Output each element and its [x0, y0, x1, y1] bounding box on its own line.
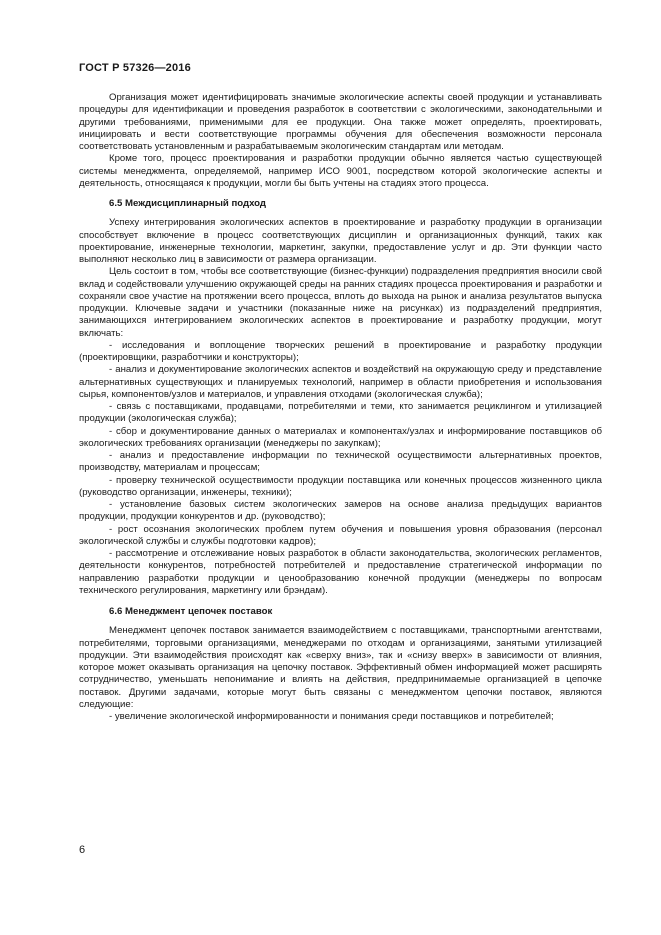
list-item: - сбор и документирование данных о материалах и компонентах/узлах и информирование поставщиков об экологических требованиях организации (менеджеры по закупкам); — [79, 425, 602, 449]
section-heading-6-6: 6.6 Менеджмент цепочек поставок — [109, 606, 273, 617]
list-item: - связь с поставщиками, продавцами, потребителями и теми, кто занимается рециклингом и утилизацией продукции (экологическая служба); — [79, 401, 602, 425]
paragraph: Успеху интегрирования экологических аспектов в проектирование и разработку продукции в организации способствует включение в процесс соответствующих дисциплин и организационных функций, таких как проектирование, инженерные технологии, маркетинг, закупки, предоставление услуг и др. Эти функции часто выполняют несколько лиц в зависимости от размера организации. — [79, 217, 602, 265]
list-item: - установление базовых систем экологических замеров на основе анализа предыдущих вариантов продукции, продукции конкурентов и др. (руководство); — [79, 499, 602, 523]
section-heading-6-5: 6.5 Междисциплинарный подход — [109, 198, 266, 209]
paragraph: Менеджмент цепочек поставок занимается взаимодействием с поставщиками, транспортными агентствами, потребителями, торговыми организациями, менеджерами по отходам и организациями, занятыми утилизацией продукции. Эти взаимодействия происходят как «сверху вниз», так и «снизу вверх» в зависимости от влияния, которое может оказывать организация на цепочку поставок. Эффективный обмен информацией может расширять сотрудничество, уменьшать непонимание и влиять на действия, предпринимаемые организацией в цепочке поставок. Другими задачами, которые могут быть связаны с менеджментом цепочки поставок, являются следующие: — [79, 625, 602, 710]
list-item: - рост осознания экологических проблем путем обучения и повышения уровня образования (персонал экологической службы и службы подготовки кадров); — [79, 523, 602, 547]
list-item: - анализ и предоставление информации по технической осуществимости альтернативных проектов, производству, материалам и процессам; — [79, 450, 602, 474]
list-item: - анализ и документирование экологических аспектов и воздействий на окружающую среду и представление альтернативных существующих и планируемых технологий, например в области приобретения и использования сырья, компонентов/узлов и материалов, и управления отходами (экологическая служба); — [79, 364, 602, 400]
list-item: - увеличение экологической информированности и понимания среди поставщиков и потребителей; — [109, 711, 554, 722]
document-code-header: ГОСТ Р 57326—2016 — [79, 62, 191, 74]
document-body — [79, 92, 602, 723]
paragraph: Кроме того, процесс проектирования и разработки продукции обычно является частью существующей системы менеджмента, определяемой, например ИСО 9001, посредством которой экологические аспекты и деятельность, относящаяся к продукции, могли бы быть учтены на стадиях этого процесса. — [79, 153, 602, 189]
page-number: 6 — [79, 844, 86, 856]
paragraph: Цель состоит в том, чтобы все соответствующие (бизнес-функции) подразделения предприятия вносили свой вклад и содействовали улучшению окружающей среды на ранних стадиях процесса проектирования и разработки и сохраняли свое участие на протяжении всего процесса, вплоть до выхода на рынок и анализа результатов выпуска продукции. Ключевые задачи и участники (показанные ниже на рисунках) из подразделений предприятия, занимающихся интегрированием экологических аспектов в проектирование и разработку продукции, могут включать: — [79, 266, 602, 339]
list-item: - проверку технической осуществимости продукции поставщика или конечных процессов жизненного цикла (руководство организации, инженеры, техники); — [79, 474, 602, 498]
list-item: - исследования и воплощение творческих решений в проектирование и разработку продукции (проектировщики, разработчики и конструкторы); — [79, 339, 602, 363]
list-item: - рассмотрение и отслеживание новых разработок в области законодательства, экологических регламентов, деятельности конкурентов, потребностей потребителей и предоставление стратегической информации по направлению разработки продукции и ценообразованию конечной продукции (менеджеры по вопросам технического регулирования, маркетингу или брэндам). — [79, 548, 602, 596]
paragraph: Организация может идентифицировать значимые экологические аспекты своей продукции и устанавливать процедуры для идентификации и проведения разработок в соответствии с экологическими, законодательными и другими требованиями, применимыми для ее продукции. Она также может определять, проектировать, инициировать и вести соответствующие программы обучения для обеспечения возможности персонала соответствовать установленным и разрабатываемым экологическим стандартам или методам. — [79, 92, 602, 152]
